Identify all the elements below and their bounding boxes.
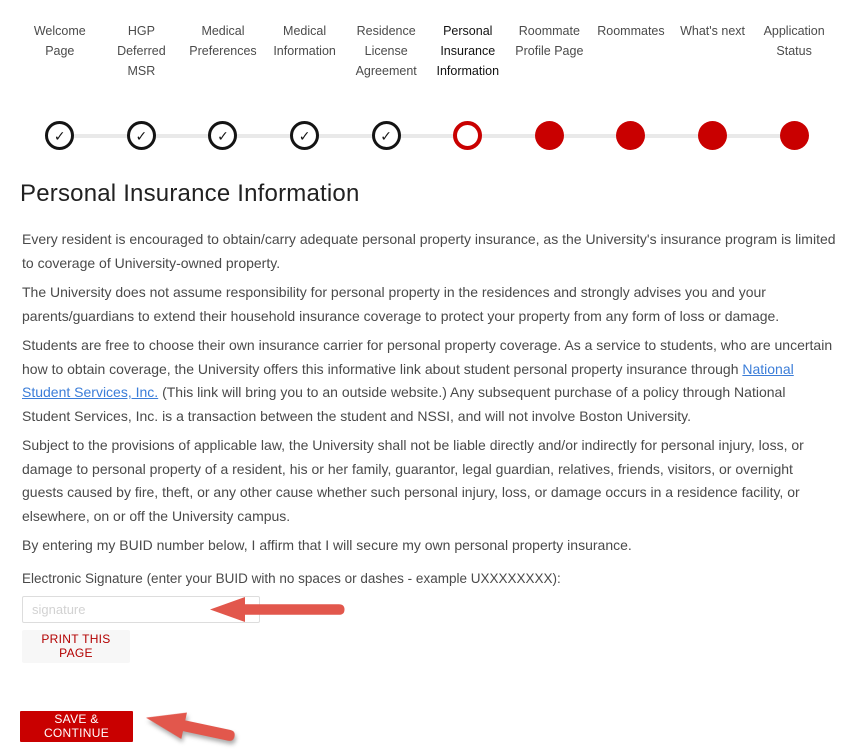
application-stepper (0, 0, 859, 170)
paragraph-liability: Subject to the provisions of applicable law, the University shall not be liable directly and/or indirectly for personal injury, loss, or damage to personal property of a resident, his or her family, guarantor, legal guardian, relatives, friends, visitors, or overnight guests caused by fire, theft, or any other cause whether such personal injury, loss, or damage occurs in a residence facility, or elsewhere, on or off the University campus. (22, 437, 804, 524)
page-content (22, 228, 836, 751)
step-label-roommate-profile-page: Roommate Profile Page (515, 24, 584, 58)
print-this-page-button[interactable]: PRINT THIS PAGE (22, 630, 130, 663)
step-upcoming-circle-icon (616, 121, 645, 150)
print-row (22, 630, 836, 665)
save-row (20, 711, 836, 751)
step-circles-row (19, 121, 835, 150)
step-label-roommates: Roommates (597, 24, 665, 38)
step-label-medical-information[interactable]: Medical Information (273, 24, 336, 58)
check-icon: ✓ (53, 127, 66, 144)
step-label-application-status: Application Status (763, 24, 825, 58)
paragraph-affirmation: By entering my BUID number below, I affirm that I will secure my own personal property insurance. (22, 537, 632, 553)
paragraph-no-responsibility: The University does not assume responsibility for personal property in the residences and strongly advises you and your parents/guardians to extend their household insurance coverage to protect your property from any form of loss or damage. (22, 284, 780, 324)
step-label-residence-license-agreement[interactable]: Residence License Agreement (355, 24, 417, 78)
paragraph3-after-link: (This link will bring you to an outside website.) Any subsequent purchase of a policy through National Student Services, Inc. is a transaction between the student and NSSI, and will not involve Boston University. (22, 384, 786, 424)
national-student-services-link[interactable]: National Student Services, Inc. (22, 360, 794, 400)
step-upcoming-circle-icon (698, 121, 727, 150)
step-upcoming-circle-icon (780, 121, 809, 150)
electronic-signature-label: Electronic Signature (enter your BUID with no spaces or dashes - example UXXXXXXXX): (22, 570, 561, 586)
paragraph-carrier-choice (22, 334, 836, 428)
step-labels-row (19, 21, 835, 81)
step-label-hgp-deferred-msr[interactable]: HGP Deferred MSR (117, 24, 166, 78)
step-label-welcome-page[interactable]: Welcome Page (33, 24, 86, 58)
step-complete-check-icon (127, 121, 156, 150)
step-label-whats-next: What's next (680, 24, 745, 38)
check-icon: ✓ (298, 127, 311, 144)
pointer-arrow-signature-icon (209, 596, 345, 623)
page-title: Personal Insurance Information (20, 180, 360, 207)
paragraph-insurance-encouraged: Every resident is encouraged to obtain/carry adequate personal property insurance, as the University's insurance program is limited to coverage of University-owned property. (22, 231, 836, 271)
step-complete-check-icon (372, 121, 401, 150)
paragraph3-before-link: Students are free to choose their own insurance carrier for personal property coverage. As a service to students, who are uncertain how to obtain coverage, the University offers this informative link about student personal property insurance through (22, 337, 833, 377)
check-icon: ✓ (380, 127, 393, 144)
signature-row (22, 596, 836, 623)
step-complete-check-icon (45, 121, 74, 150)
step-complete-check-icon (208, 121, 237, 150)
step-upcoming-circle-icon (535, 121, 564, 150)
step-label-personal-insurance-information[interactable]: Personal Insurance Information (436, 24, 500, 78)
save-and-continue-button[interactable]: SAVE & CONTINUE (20, 711, 133, 742)
check-icon: ✓ (217, 127, 229, 144)
step-label-medical-preferences[interactable]: Medical Preferences (189, 24, 257, 58)
check-icon: ✓ (135, 127, 148, 144)
pointer-arrow-save-icon (142, 702, 238, 750)
step-current-circle-icon (453, 121, 482, 150)
step-complete-check-icon (290, 121, 319, 150)
